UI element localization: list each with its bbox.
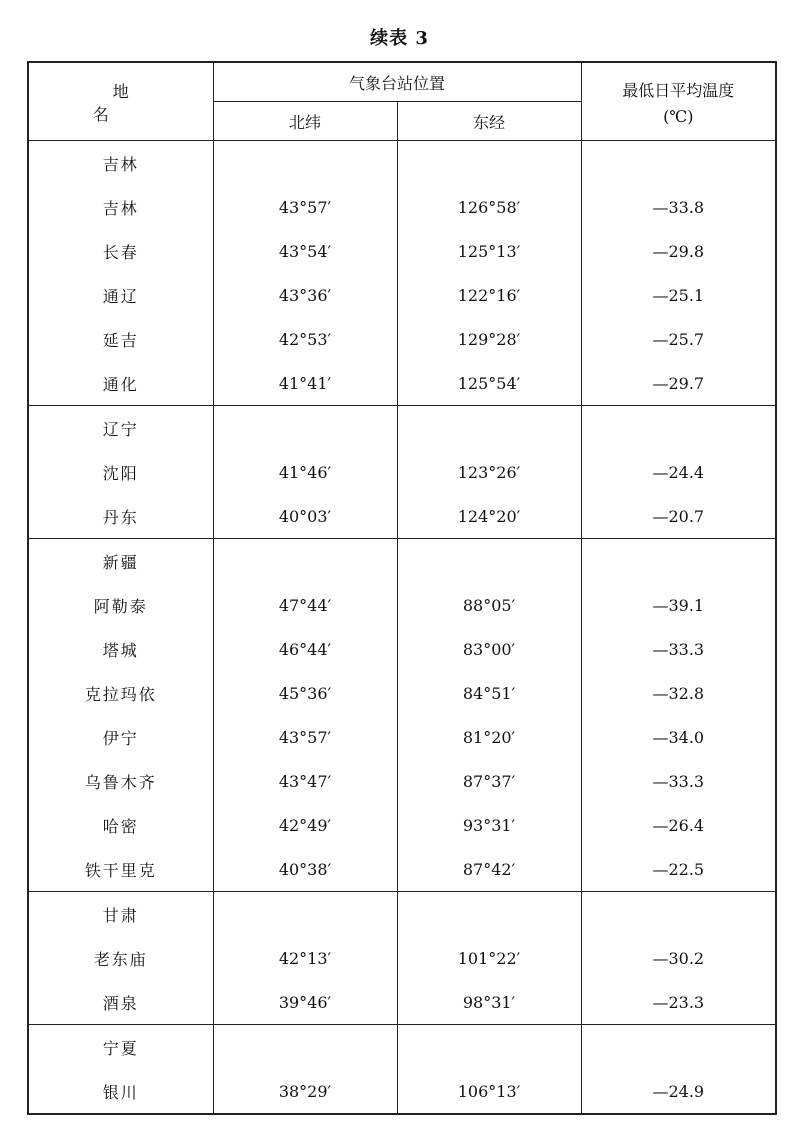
empty-cell (397, 1025, 581, 1070)
latitude-cell: 40°38′ (213, 847, 397, 892)
table-row (28, 671, 776, 715)
table-row (28, 759, 776, 803)
longitude-cell: 98°31′ (397, 980, 581, 1025)
station-name: 通辽 (28, 273, 213, 317)
station-name: 塔城 (28, 627, 213, 671)
empty-cell (213, 406, 397, 451)
temperature-cell: —25.1 (581, 273, 776, 317)
temperature-cell: —33.8 (581, 185, 776, 229)
station-name: 酒泉 (28, 980, 213, 1025)
table-row (28, 450, 776, 494)
longitude-cell: 125°13′ (397, 229, 581, 273)
station-name: 吉林 (28, 185, 213, 229)
table-row (28, 273, 776, 317)
table-row (28, 583, 776, 627)
latitude-cell: 43°57′ (213, 185, 397, 229)
empty-cell (581, 141, 776, 186)
station-name: 老东庙 (28, 936, 213, 980)
table-title: 续表 3 (370, 28, 429, 49)
latitude-cell: 42°49′ (213, 803, 397, 847)
empty-cell (213, 539, 397, 584)
station-name: 阿勒泰 (28, 583, 213, 627)
longitude-cell: 125°54′ (397, 361, 581, 406)
latitude-cell: 43°54′ (213, 229, 397, 273)
latitude-cell: 40°03′ (213, 494, 397, 539)
table-row (28, 627, 776, 671)
empty-cell (397, 539, 581, 584)
temperature-cell: —29.7 (581, 361, 776, 406)
longitude-cell: 123°26′ (397, 450, 581, 494)
province-row (28, 1025, 776, 1070)
table-row (28, 847, 776, 892)
temperature-cell: —29.8 (581, 229, 776, 273)
longitude-cell: 87°42′ (397, 847, 581, 892)
station-name: 伊宁 (28, 715, 213, 759)
longitude-cell: 101°22′ (397, 936, 581, 980)
temperature-cell: —24.4 (581, 450, 776, 494)
latitude-cell: 41°41′ (213, 361, 397, 406)
header-min-temp: 最低日平均温度 (℃) (581, 62, 776, 141)
temperature-cell: —24.9 (581, 1069, 776, 1114)
table-row (28, 803, 776, 847)
latitude-cell: 41°46′ (213, 450, 397, 494)
longitude-cell: 124°20′ (397, 494, 581, 539)
table-row (28, 229, 776, 273)
header-longitude: 东经 (397, 102, 581, 141)
province-row (28, 141, 776, 186)
header-place-name: 地 名 (28, 62, 213, 141)
longitude-cell: 93°31′ (397, 803, 581, 847)
table-row (28, 185, 776, 229)
province-name: 新疆 (28, 539, 213, 584)
temperature-cell: —22.5 (581, 847, 776, 892)
empty-cell (213, 141, 397, 186)
province-name: 吉林 (28, 141, 213, 186)
latitude-cell: 45°36′ (213, 671, 397, 715)
temperature-cell: —33.3 (581, 627, 776, 671)
empty-cell (397, 141, 581, 186)
temperature-cell: —34.0 (581, 715, 776, 759)
temperature-cell: —33.3 (581, 759, 776, 803)
table-row (28, 1069, 776, 1114)
temperature-table (27, 61, 777, 1115)
latitude-cell: 39°46′ (213, 980, 397, 1025)
longitude-cell: 83°00′ (397, 627, 581, 671)
station-name: 丹东 (28, 494, 213, 539)
longitude-cell: 88°05′ (397, 583, 581, 627)
station-name: 银川 (28, 1069, 213, 1114)
table-row (28, 317, 776, 361)
empty-cell (213, 1025, 397, 1070)
station-name: 哈密 (28, 803, 213, 847)
header-latitude: 北纬 (213, 102, 397, 141)
empty-cell (397, 892, 581, 937)
empty-cell (213, 892, 397, 937)
table-row (28, 980, 776, 1025)
latitude-cell: 38°29′ (213, 1069, 397, 1114)
station-name: 铁干里克 (28, 847, 213, 892)
latitude-cell: 42°13′ (213, 936, 397, 980)
longitude-cell: 84°51′ (397, 671, 581, 715)
latitude-cell: 47°44′ (213, 583, 397, 627)
table-row (28, 361, 776, 406)
province-name: 甘肃 (28, 892, 213, 937)
longitude-cell: 126°58′ (397, 185, 581, 229)
empty-cell (581, 892, 776, 937)
latitude-cell: 43°57′ (213, 715, 397, 759)
header-station-location: 气象台站位置 (213, 62, 581, 102)
longitude-cell: 129°28′ (397, 317, 581, 361)
empty-cell (581, 1025, 776, 1070)
empty-cell (581, 539, 776, 584)
temperature-cell: —39.1 (581, 583, 776, 627)
table-row (28, 494, 776, 539)
longitude-cell: 87°37′ (397, 759, 581, 803)
station-name: 乌鲁木齐 (28, 759, 213, 803)
temperature-cell: —23.3 (581, 980, 776, 1025)
latitude-cell: 43°36′ (213, 273, 397, 317)
empty-cell (581, 406, 776, 451)
latitude-cell: 46°44′ (213, 627, 397, 671)
temperature-cell: —32.8 (581, 671, 776, 715)
temperature-cell: —26.4 (581, 803, 776, 847)
station-name: 长春 (28, 229, 213, 273)
station-name: 克拉玛依 (28, 671, 213, 715)
temperature-cell: —20.7 (581, 494, 776, 539)
longitude-cell: 106°13′ (397, 1069, 581, 1114)
longitude-cell: 81°20′ (397, 715, 581, 759)
province-row (28, 539, 776, 584)
station-name: 延吉 (28, 317, 213, 361)
temperature-cell: —30.2 (581, 936, 776, 980)
longitude-cell: 122°16′ (397, 273, 581, 317)
station-name: 沈阳 (28, 450, 213, 494)
table-row (28, 936, 776, 980)
station-name: 通化 (28, 361, 213, 406)
latitude-cell: 43°47′ (213, 759, 397, 803)
latitude-cell: 42°53′ (213, 317, 397, 361)
province-row (28, 892, 776, 937)
table-row (28, 715, 776, 759)
province-row (28, 406, 776, 451)
temperature-cell: —25.7 (581, 317, 776, 361)
empty-cell (397, 406, 581, 451)
province-name: 辽宁 (28, 406, 213, 451)
province-name: 宁夏 (28, 1025, 213, 1070)
